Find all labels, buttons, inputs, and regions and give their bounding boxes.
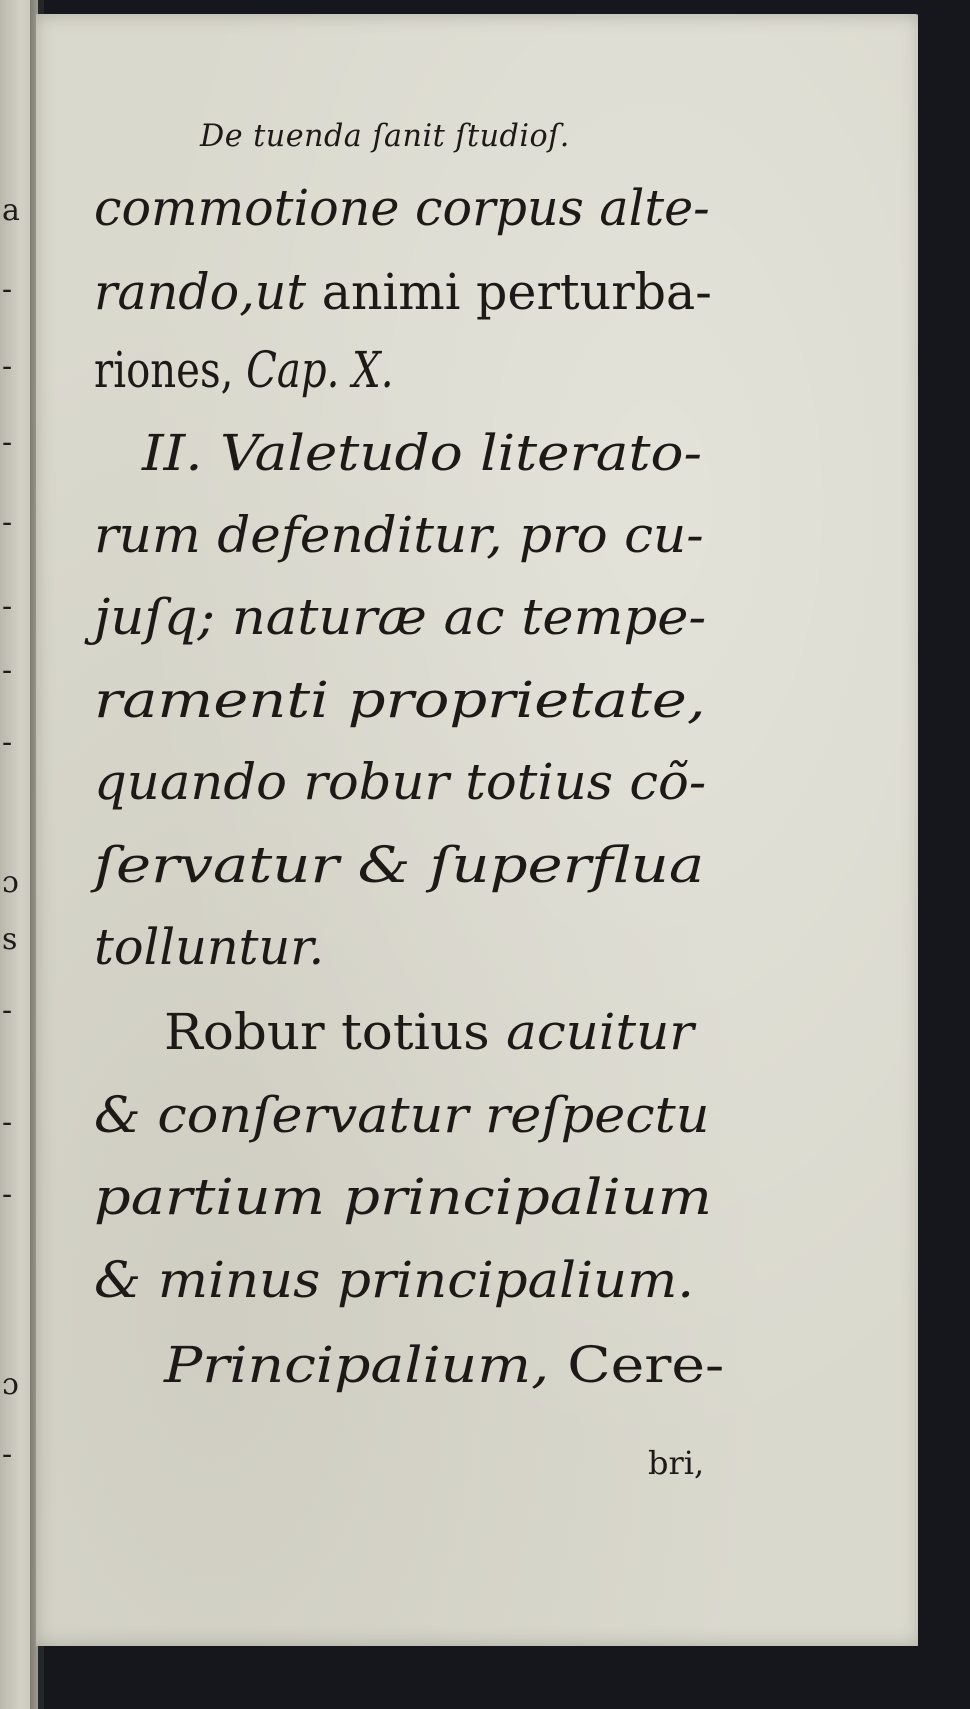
text-line — [164, 1335, 724, 1395]
text-segment: & minus principalium. — [94, 1251, 695, 1309]
facing-page-margin-mark: - — [2, 508, 13, 538]
text-line — [94, 340, 394, 400]
text-segment: ramenti proprietate, — [94, 671, 706, 729]
text-segment: tolluntur. — [94, 918, 325, 976]
text-line — [94, 178, 710, 238]
text-segment: juſq; naturæ ac tempe- — [94, 588, 707, 646]
text-segment: animi perturba- — [321, 263, 712, 321]
facing-page-margin-mark: - — [2, 275, 13, 305]
text-line — [164, 1002, 694, 1062]
text-segment: riones, — [94, 341, 247, 399]
text-line — [94, 1167, 712, 1227]
facing-page-margin-mark: ɔ — [2, 868, 19, 898]
text-line — [142, 423, 702, 483]
text-segment: II. Valetudo literato- — [142, 424, 703, 482]
facing-page-margin-mark: - — [2, 1440, 13, 1470]
text-line — [94, 505, 704, 565]
text-segment: & conſervatur reſpectu — [94, 1086, 710, 1144]
facing-page-margin-mark: ɔ — [2, 1370, 19, 1400]
text-segment: quando robur totius cõ- — [94, 753, 707, 811]
facing-page-margin-mark: s — [2, 925, 18, 955]
book-page — [36, 14, 921, 1646]
text-segment: Principalium, — [164, 1336, 568, 1394]
facing-page-margin-mark: - — [2, 656, 13, 686]
text-segment: ut — [254, 263, 322, 321]
facing-page-margin-mark: - — [2, 592, 13, 622]
facing-page-margin-mark: - — [2, 996, 13, 1026]
scan-background — [918, 0, 970, 1709]
text-line — [94, 670, 706, 730]
text-line — [94, 752, 706, 812]
facing-page-margin-mark: - — [2, 728, 13, 758]
running-head: De tuenda ſanit ſtudioſ. — [200, 118, 570, 154]
facing-page-margin-mark: - — [2, 428, 13, 458]
text-segment: rum defenditur, pro cu- — [94, 506, 704, 564]
text-segment: partium principalium — [94, 1168, 713, 1226]
text-line — [94, 587, 706, 647]
text-segment: acuitur — [506, 1003, 694, 1061]
text-line — [94, 262, 712, 322]
text-segment: commotione corpus alte- — [94, 179, 710, 237]
text-line — [94, 1085, 710, 1145]
catchword: bri, — [648, 1444, 705, 1482]
text-line — [94, 917, 324, 977]
facing-page-margin-mark: - — [2, 1180, 13, 1210]
text-segment: Cap. X. — [246, 341, 394, 399]
text-segment: rando, — [94, 263, 255, 321]
text-segment: ſervatur & ſuperflua — [94, 836, 705, 894]
facing-page-margin-mark: a — [2, 196, 20, 226]
facing-page-margin-mark: - — [2, 352, 13, 382]
text-segment: Cere- — [567, 1336, 725, 1394]
text-segment: Robur totius — [164, 1003, 507, 1061]
text-line — [94, 1250, 694, 1310]
facing-page-margin-mark: - — [2, 1108, 13, 1138]
text-line — [94, 835, 704, 895]
